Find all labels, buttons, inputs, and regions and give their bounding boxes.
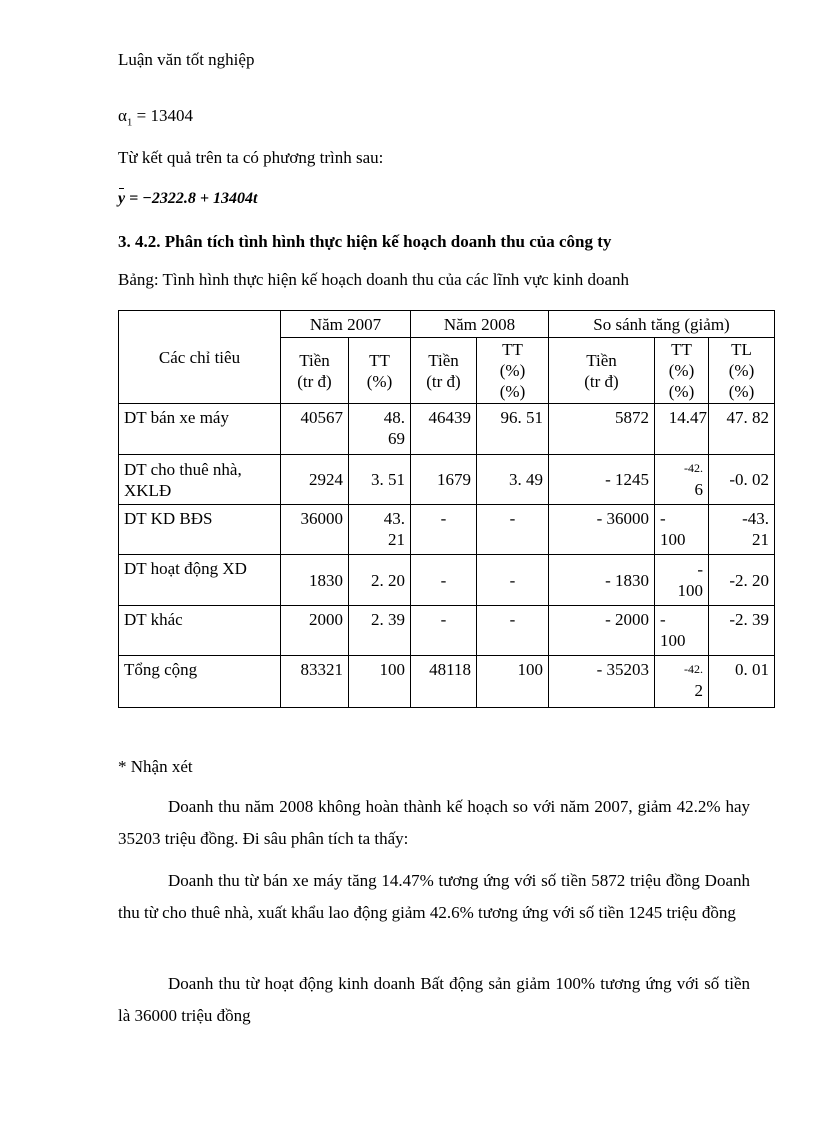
paragraph-2: Doanh thu từ bán xe máy tăng 14.47% tương ứng với số tiền 5872 triệu đồng Doanh thu từ cho thuê nhà, xuất khẩu lao động giảm 42.6% tương ứng với số tiền 1245 triệu đồng <box>118 871 750 922</box>
cell: 1830 <box>281 555 349 606</box>
cell: 2924 <box>281 455 349 505</box>
cell: 100 <box>349 656 411 708</box>
cell: 48118 <box>411 656 477 708</box>
cell: 2000 <box>281 606 349 656</box>
cell: 96. 51 <box>477 404 549 455</box>
row-label: DT bán xe máy <box>119 404 281 455</box>
y-bar: y <box>118 190 126 207</box>
row-label: DT KD BĐS <box>119 505 281 555</box>
group-2008: Năm 2008 <box>411 311 549 338</box>
intro-text: Từ kết quả trên ta có phương trình sau: <box>118 148 384 167</box>
cell: 43. 21 <box>349 505 411 555</box>
cell: - 100 <box>655 606 709 656</box>
table-caption: Bảng: Tình hình thực hiện kế hoạch doanh thu của các lĩnh vực kinh doanh <box>118 270 629 289</box>
table-header-row <box>119 311 775 338</box>
cell: -42. 6 <box>655 455 709 505</box>
cell: 3. 49 <box>477 455 549 505</box>
table-row <box>119 404 775 455</box>
group-compare: So sánh tăng (giảm) <box>549 311 775 338</box>
cell: 47. 82 <box>709 404 775 455</box>
page-header: Luận văn tốt nghiệp <box>118 50 255 69</box>
col-label: Các chỉ tiêu <box>119 311 281 404</box>
row-label: DT khác <box>119 606 281 656</box>
row-label: DT cho thuê nhà, XKLĐ <box>119 455 281 505</box>
cell: 40567 <box>281 404 349 455</box>
row-label: DT hoạt động XD <box>119 555 281 606</box>
cell: 36000 <box>281 505 349 555</box>
cell: 2. 20 <box>349 555 411 606</box>
header-tt-2007: TT (%) <box>349 338 411 404</box>
alpha-equation <box>118 106 193 128</box>
row-label: Tổng cộng <box>119 656 281 708</box>
cell: 100 <box>477 656 549 708</box>
paragraph-3: Doanh thu từ hoạt động kinh doanh Bất động sản giảm 100% tương ứng với số tiền là 36000 triệu đồng <box>118 974 750 1025</box>
group-2007: Năm 2007 <box>281 311 411 338</box>
cell: - 100 <box>655 505 709 555</box>
paragraph-1: Doanh thu năm 2008 không hoàn thành kế hoạch so với năm 2007, giảm 42.2% hay 35203 triệu đồng. Đi sâu phân tích ta thấy: <box>118 797 750 848</box>
cell: - <box>411 606 477 656</box>
header-tien-compare: Tiền (tr đ) <box>549 338 655 404</box>
table-row <box>119 505 775 555</box>
remark-title: * Nhận xét <box>118 757 193 776</box>
cell: - <box>411 555 477 606</box>
cell: -0. 02 <box>709 455 775 505</box>
cell: 83321 <box>281 656 349 708</box>
table-row <box>119 606 775 656</box>
cell: -2. 39 <box>709 606 775 656</box>
table-row-total <box>119 656 775 708</box>
cell: - 35203 <box>549 656 655 708</box>
cell: - 36000 <box>549 505 655 555</box>
cell: - 100 <box>655 555 709 606</box>
cell: 2. 39 <box>349 606 411 656</box>
cell: 3. 51 <box>349 455 411 505</box>
cell: - 1830 <box>549 555 655 606</box>
cell: - <box>477 505 549 555</box>
table-row <box>119 555 775 606</box>
cell: - 2000 <box>549 606 655 656</box>
cell: 48. 69 <box>349 404 411 455</box>
cell: 5872 <box>549 404 655 455</box>
revenue-table <box>118 310 775 708</box>
table-row <box>119 455 775 505</box>
cell: 14.47 <box>655 404 709 455</box>
regression-equation <box>118 190 257 208</box>
cell: - <box>477 606 549 656</box>
header-tl-compare: TL (%) (%) <box>709 338 775 404</box>
cell: - 1245 <box>549 455 655 505</box>
cell: -42. 2 <box>655 656 709 708</box>
alpha-subscript: 1 <box>126 116 133 129</box>
alpha-symbol: α <box>118 106 127 125</box>
section-heading: 3. 4.2. Phân tích tình hình thực hiện kế hoạch doanh thu của công ty <box>118 232 612 251</box>
cell: - <box>411 505 477 555</box>
cell: 0. 01 <box>709 656 775 708</box>
cell: - <box>477 555 549 606</box>
cell: -2. 20 <box>709 555 775 606</box>
equation-rest: = −2322.8 + 13404t <box>125 190 258 207</box>
header-tt-2008: TT (%) (%) <box>477 338 549 404</box>
cell: 46439 <box>411 404 477 455</box>
cell: -43. 21 <box>709 505 775 555</box>
header-tien-2007: Tiền (tr đ) <box>281 338 349 404</box>
cell: 1679 <box>411 455 477 505</box>
alpha-value: = 13404 <box>132 106 194 125</box>
header-tien-2008: Tiền (tr đ) <box>411 338 477 404</box>
header-tt-compare: TT (%) (%) <box>655 338 709 404</box>
